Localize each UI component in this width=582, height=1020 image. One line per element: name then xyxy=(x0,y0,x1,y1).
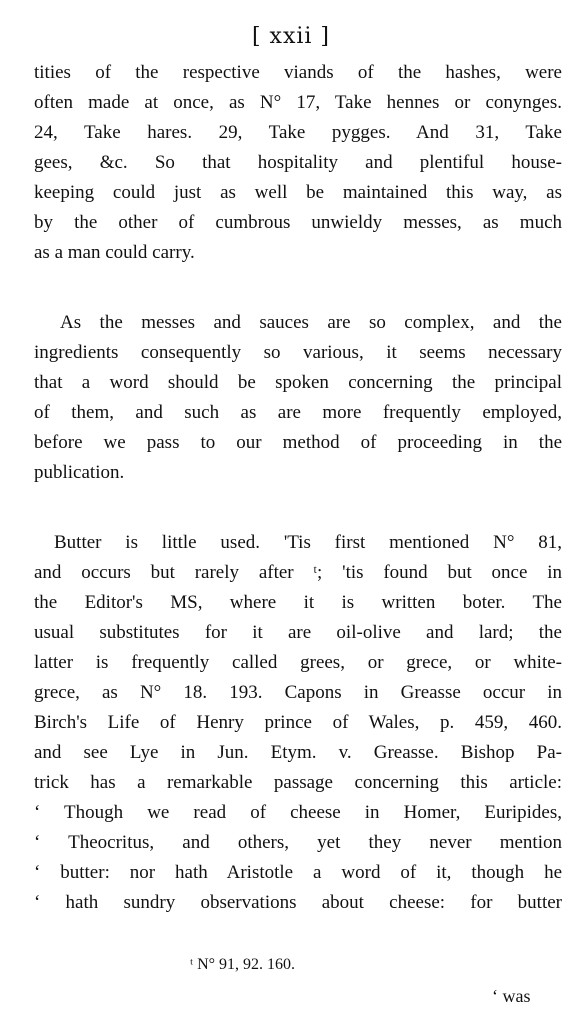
text-line: that a word should be spoken concerning the principal xyxy=(34,372,562,393)
text-line: the Editor's MS, where it is written boter. The xyxy=(34,592,562,613)
text-line: by the other of cumbrous unwieldy messes, as much xyxy=(34,212,562,233)
text-line: usual substitutes for it are oil-olive and lard; the xyxy=(34,622,562,643)
text-line: ‘ Theocritus, and others, yet they never mention xyxy=(34,832,562,853)
text-line: before we pass to our method of proceeding in the xyxy=(34,432,562,453)
text-line: and occurs but rarely after ᵗ; 'tis found but once in xyxy=(34,562,562,583)
text-line: tities of the respective viands of the hashes, were xyxy=(34,62,562,83)
text-line: publication. xyxy=(34,462,125,483)
text-line: ‘ hath sundry observations about cheese: for butter xyxy=(34,892,562,913)
text-line: Butter is little used. 'Tis first mentioned N° 81, xyxy=(54,532,562,553)
text-line: and see Lye in Jun. Etym. v. Greasse. Bishop Pa- xyxy=(34,742,562,763)
text-line: often made at once, as N° 17, Take hennes or conynges. xyxy=(34,92,562,113)
text-line: Birch's Life of Henry prince of Wales, p. 459, 460. xyxy=(34,712,562,733)
text-line: 24, Take hares. 29, Take pygges. And 31, Take xyxy=(34,122,562,143)
text-line: trick has a remarkable passage concerning this article: xyxy=(34,772,562,793)
text-line: as a man could carry. xyxy=(34,242,195,263)
page-number: [ xxii ] xyxy=(251,24,331,49)
text-line: latter is frequently called grees, or grece, or white- xyxy=(34,652,562,673)
footnote: ᵗ N° 91, 92. 160. xyxy=(190,956,296,973)
text-line: ‘ butter: nor hath Aristotle a word of it, though he xyxy=(34,862,562,883)
text-line: ingredients consequently so various, it seems necessary xyxy=(34,342,562,363)
text-line: As the messes and sauces are so complex, and the xyxy=(60,312,562,333)
text-line: of them, and such as are more frequently employed, xyxy=(34,402,562,423)
catchword: ‘ was xyxy=(492,986,531,1006)
text-line: gees, &c. So that hospitality and plentiful house- xyxy=(34,152,562,173)
text-line: keeping could just as well be maintained this way, as xyxy=(34,182,562,203)
text-line: grece, as N° 18. 193. Capons in Greasse occur in xyxy=(34,682,562,703)
text-line: ‘ Though we read of cheese in Homer, Euripides, xyxy=(34,802,562,823)
